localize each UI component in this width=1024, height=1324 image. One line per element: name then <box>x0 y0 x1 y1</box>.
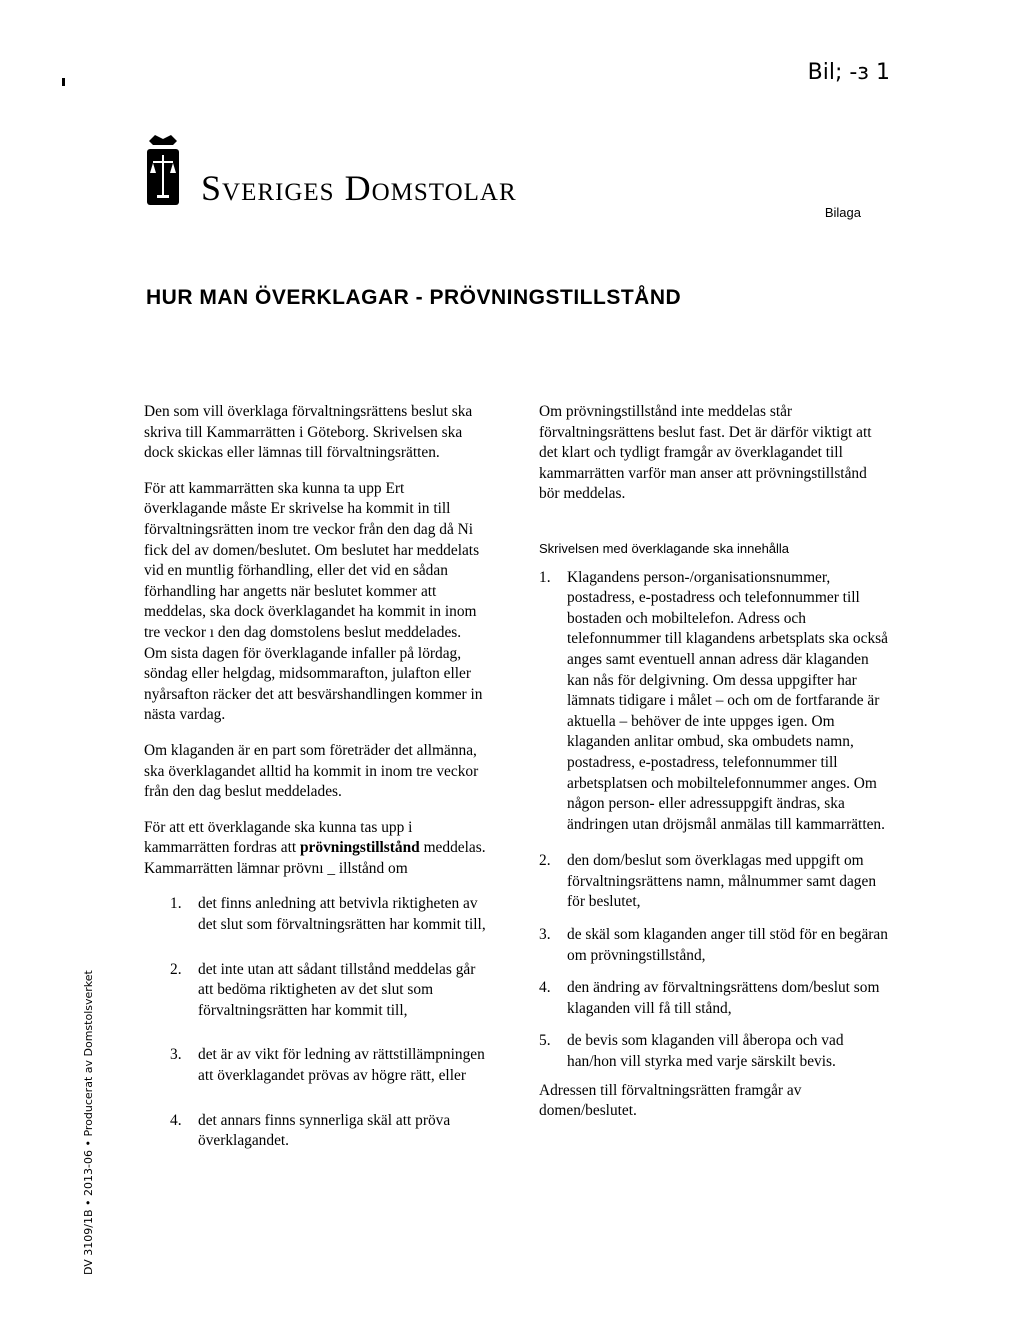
document-reference: DV 3109/1B • 2013-06 • Producerat av Domstolsverket <box>82 970 95 1275</box>
section-heading: Skrivelsen med överklagande ska innehålla <box>539 540 790 556</box>
list-text: den ändring av förvaltningsrättens dom/beslut som klaganden vill få till stånd, <box>567 979 880 1017</box>
list-number: 3. <box>539 926 551 944</box>
paragraph: Om klaganden är en part som företräder det allmänna, ska överklagandet alltid ha kommit in inom tre veckor från den dag beslut meddelades. <box>144 741 479 801</box>
attachment-number: Bil; -ɜ 1 <box>807 60 890 85</box>
paragraph: För att kammarrätten ska kunna ta upp Ert överklagande måste Er skrivelse ha kommit in till förvaltningsrätten inom tre veckor från den dag då Ni fick del av domen/beslutet. Om beslutet har meddelats vid en muntlig förhandling, eller det vid en sådan förhandling har angetts när beslutet kommer att meddelas, ska dock överklagandet ha kommit in inom tre veckor ı den dag domstolens beslut meddelades. Om sista dagen för överklagande infaller på lördag, söndag eller helgdag, midsommarafton, julafton eller nyårsafton räcker det att besvärshandlingen kommer in nästa vardag. <box>144 479 483 724</box>
emphasis-text: prövningstillstånd <box>299 839 420 857</box>
list-text: de bevis som klaganden vill åberopa och vad han/hon vill styrka med varje särskilt bevis. <box>567 1032 844 1071</box>
list-number: 2. <box>170 960 182 978</box>
list-item <box>170 894 486 935</box>
list-number: 4. <box>170 1111 182 1129</box>
list-text: Klagandens person-/organisationsnummer, postadress, e-postadress och telefonnummer till bostaden och mobiltelefon. Adress och telefonnummer till klagandens arbetsplats ska också anges samt eventuell annan adress där klaganden kan nås för delgivning. Om dessa uppgifter har lämnats tidigare i målet – och om de fortfarande är aktuella – behöver de inte uppges igen. Om klaganden anlitar ombud, ska ombudets namn, postadress, e-postadress, telefonnummer till arbetsplatsen och mobiltelefonnummer anges. Om någon person- eller adressuppgift ändras, ska ändringen utan dröjsmål anmälas till kammarrätten. <box>567 568 888 833</box>
list-text: de skäl som klaganden anger till stöd för en begäran om prövningstillstånd, <box>567 926 888 964</box>
list-item <box>170 1111 486 1152</box>
list-item <box>539 851 889 913</box>
paragraph <box>144 818 486 880</box>
list-number: 1. <box>170 895 182 913</box>
list-text: det finns anledning att betvivla riktigheten av det slut som förvaltningsrätten har kommit till, <box>198 895 486 934</box>
list-text: det är av vikt för ledning av rättstillämpningen att överklagandet prövas av högre rätt, eller <box>198 1046 485 1085</box>
list-text: den dom/beslut som överklagas med uppgift om förvaltningsrättens namn, målnummer samt dagen för beslutet, <box>567 852 877 911</box>
list-item <box>170 960 486 1022</box>
text-segment: För att ett överklagande ska kunna tas upp i kammarrätten fordras att <box>144 818 413 857</box>
list-item <box>170 1045 486 1086</box>
list-number: 2. <box>539 852 551 870</box>
list-number: 4. <box>539 979 551 997</box>
page-title: HUR MAN ÖVERKLAGAR - PRÖVNINGSTILLSTÅND <box>146 286 682 309</box>
paragraph: Adressen till förvaltningsrätten framgår av domen/beslutet. <box>539 1081 802 1120</box>
left-column <box>144 402 486 1176</box>
header-logo <box>143 133 517 217</box>
list-number: 5. <box>539 1032 551 1050</box>
court-seal-icon <box>143 133 183 217</box>
list-item <box>539 925 889 966</box>
requirements-list <box>539 568 889 1073</box>
scan-mark <box>62 78 65 86</box>
brand-name: Sveriges Domstolar <box>201 168 517 208</box>
paragraph: Om prövningstillstånd inte meddelas står förvaltningsrättens beslut fast. Det är därför viktigt att det klart och tydligt framgår av överklagandet till kammarrätten varför man anser att prövningstillstånd bör meddelas. <box>539 403 872 503</box>
list-item <box>539 978 889 1019</box>
paragraph: Den som vill överklaga förvaltningsrättens beslut ska skriva till Kammarrätten i Göteborg. Skrivelsen ska dock skickas eller lämnas till förvaltningsrätten. <box>144 403 473 462</box>
list-item <box>539 1031 889 1072</box>
right-column <box>539 402 889 1137</box>
list-text: det annars finns synnerliga skäl att pröva överklagandet. <box>198 1111 451 1150</box>
list-item <box>539 568 889 836</box>
criteria-list <box>170 894 486 1151</box>
list-text: det inte utan att sådant tillstånd meddelas går att bedöma riktigheten av det slut som förvaltningsrätten har kommit till, <box>198 960 476 1019</box>
text-segment: meddelas. Kammarrätten lämnar prövnı _ illstånd om <box>144 839 486 877</box>
list-number: 3. <box>170 1046 182 1064</box>
list-number: 1. <box>539 568 551 586</box>
attachment-label: Bilaga <box>824 205 861 220</box>
